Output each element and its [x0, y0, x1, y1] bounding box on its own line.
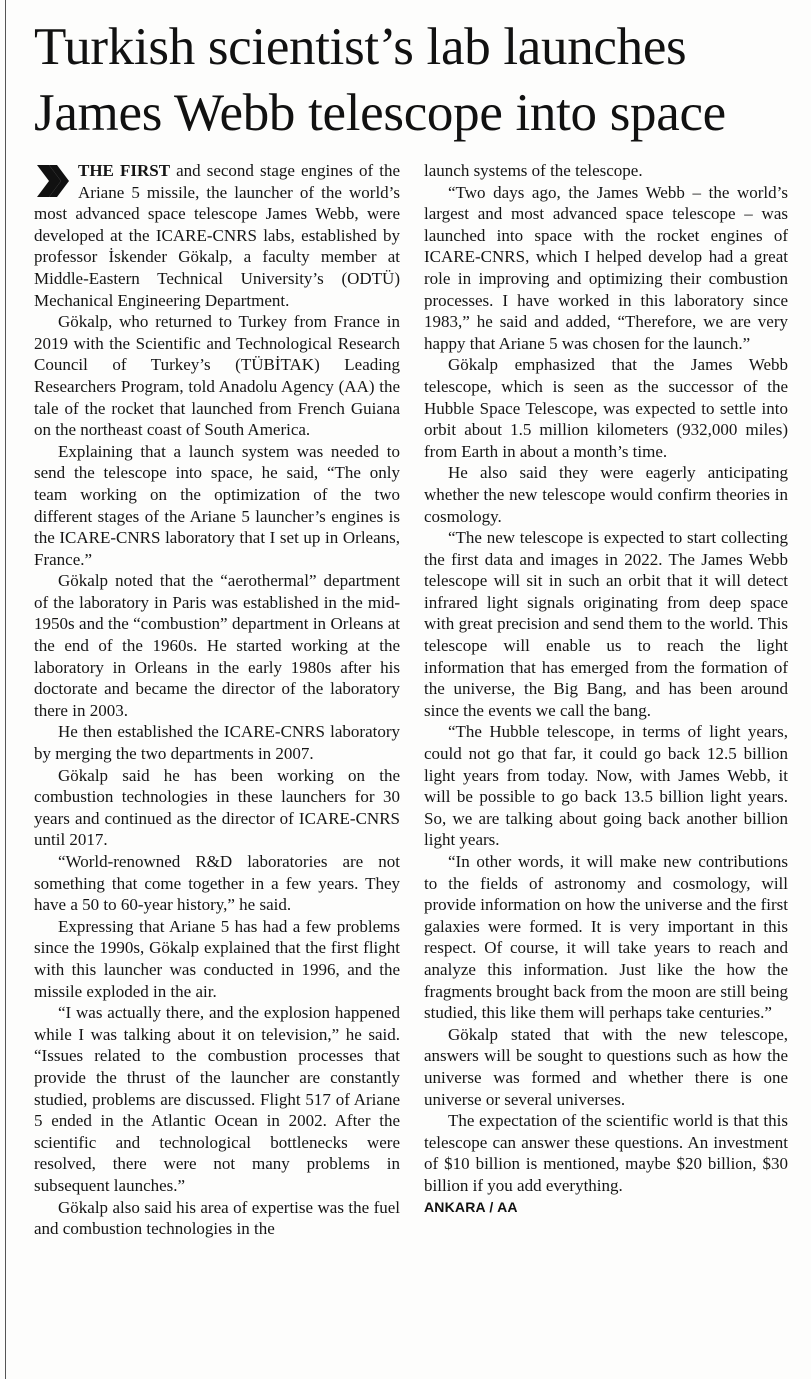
paragraph: Gökalp also said his area of expertise was the fuel and combustion technologies in the	[34, 1197, 400, 1239]
byline: ANKARA / AA	[424, 1198, 518, 1215]
paragraph: He also said they were eagerly anticipating whether the new telescope would confirm theories in cosmology.	[424, 463, 788, 526]
paragraph: The expectation of the scientific world is that this telescope can answer these questions. An investment of $10 billion is mentioned, maybe $20 billion, $30 billion if you add everything.	[424, 1111, 788, 1195]
paragraph: He then established the ICARE-CNRS laboratory by merging the two departments in 2007.	[34, 722, 400, 764]
paragraph: Gökalp stated that with the new telescope, answers will be sought to questions such as how the universe was formed and whether there is one universe or several universes.	[424, 1024, 788, 1109]
paragraph: Explaining that a launch system was needed to send the telescope into space, he said, “The only team working on the optimization of the two different stages of the Ariane 5 launcher’s engines is the ICARE-CNRS laboratory that I set up in Orleans, France.”	[34, 441, 400, 569]
article-headline: Turkish scientist’s lab launches James Webb telescope into space	[34, 18, 726, 142]
paragraph: “The new telescope is expected to start collecting the first data and images in 2022. The James Webb telescope will sit in such an orbit that it will detect infrared light signals originating from deep space with great precision and send them to the world. This telescope will enable us to reach the light information that has emerged from the formation of the universe, the Big Bang, and has been around since the events we call the bang.	[424, 528, 788, 720]
paragraph: Gökalp said he has been working on the combustion technologies in these launchers for 30 years and continued as the director of ICARE-CNRS until 2017.	[34, 765, 400, 850]
paragraph: “Two days ago, the James Webb – the world’s largest and most advanced space telescope – was launched into space with the rocket engines of ICARE-CNRS, which I helped develop had a great role in improving and optimizing their combustion processes. I have worked in this laboratory since 1983,” he said and added, “Therefore, we are very happy that Ariane 5 was chosen for the launch.”	[424, 182, 788, 353]
article-column-left	[34, 160, 400, 1240]
lead-word: THE FIRST	[78, 161, 171, 180]
paragraph: “The Hubble telescope, in terms of light years, could not go that far, it could go back 12.5 billion light years from today. Now, with James Webb, it will be possible to go back 13.5 billion light years. So, we are talking about going back another billion light years.	[424, 722, 788, 850]
paragraph: “In other words, it will make new contributions to the fields of astronomy and cosmology, will provide information on how the universe and the first galaxies were formed. It is very important in this respect. Of course, it will take years to reach and analyze this information. Just like the how the fragments brought back from the moon are still being studied, this like them will perhaps take centuries.”	[424, 852, 788, 1023]
paragraph: Gökalp emphasized that the James Webb telescope, which is seen as the successor of the Hubble Space Telescope, was expected to settle into orbit about 1.5 million kilometers (932,000 miles) from Earth in about a month’s time.	[424, 355, 788, 461]
lead-paragraph-text: and second stage engines of the Ariane 5 missile, the launcher of the world’s most advanced space telescope James Webb, were developed at the ICARE-CNRS labs, established by professor İskender Gökalp, a faculty member at Middle-Eastern Technical University’s (ODTÜ) Mechanical Engineering Department.	[34, 161, 400, 310]
paragraph: Gökalp noted that the “aerothermal” department of the laboratory in Paris was established in the mid-1950s and the “combustion” department in Orleans at the end of the 1960s. He started working at the laboratory in Orleans in the early 1980s after his doctorate and became the director of the laboratory there in 2003.	[34, 571, 400, 720]
lead-paragraph	[34, 160, 400, 311]
paragraph: Gökalp, who returned to Turkey from France in 2019 with the Scientific and Technological Research Council of Turkey’s (TÜBİTAK) Leading Researchers Program, told Anadolu Agency (AA) the tale of the rocket that launched from French Guiana on the northeast coast of South America.	[34, 312, 400, 440]
article-column-right	[424, 160, 788, 1218]
paragraph-continued: launch systems of the telescope.	[424, 161, 643, 180]
left-column-rule	[5, 0, 6, 1379]
double-chevron-right-icon	[34, 161, 74, 201]
paragraph: “I was actually there, and the explosion happened while I was talking about it on television,” he said. “Issues related to the combustion processes that provide the thrust of the launcher are constantly studied, problems are discussed. Flight 517 of Ariane 5 ended in the Atlantic Ocean in 2002. After the scientific and technological bottlenecks were resolved, there were not many problems in subsequent launches.”	[34, 1003, 400, 1195]
paragraph: Expressing that Ariane 5 has had a few problems since the 1990s, Gökalp explained that the first flight with this launcher was conducted in 1996, and the missile exploded in the air.	[34, 916, 400, 1001]
paragraph: “World-renowned R&D laboratories are not something that come together in a few years. They have a 50 to 60-year history,” he said.	[34, 852, 400, 915]
